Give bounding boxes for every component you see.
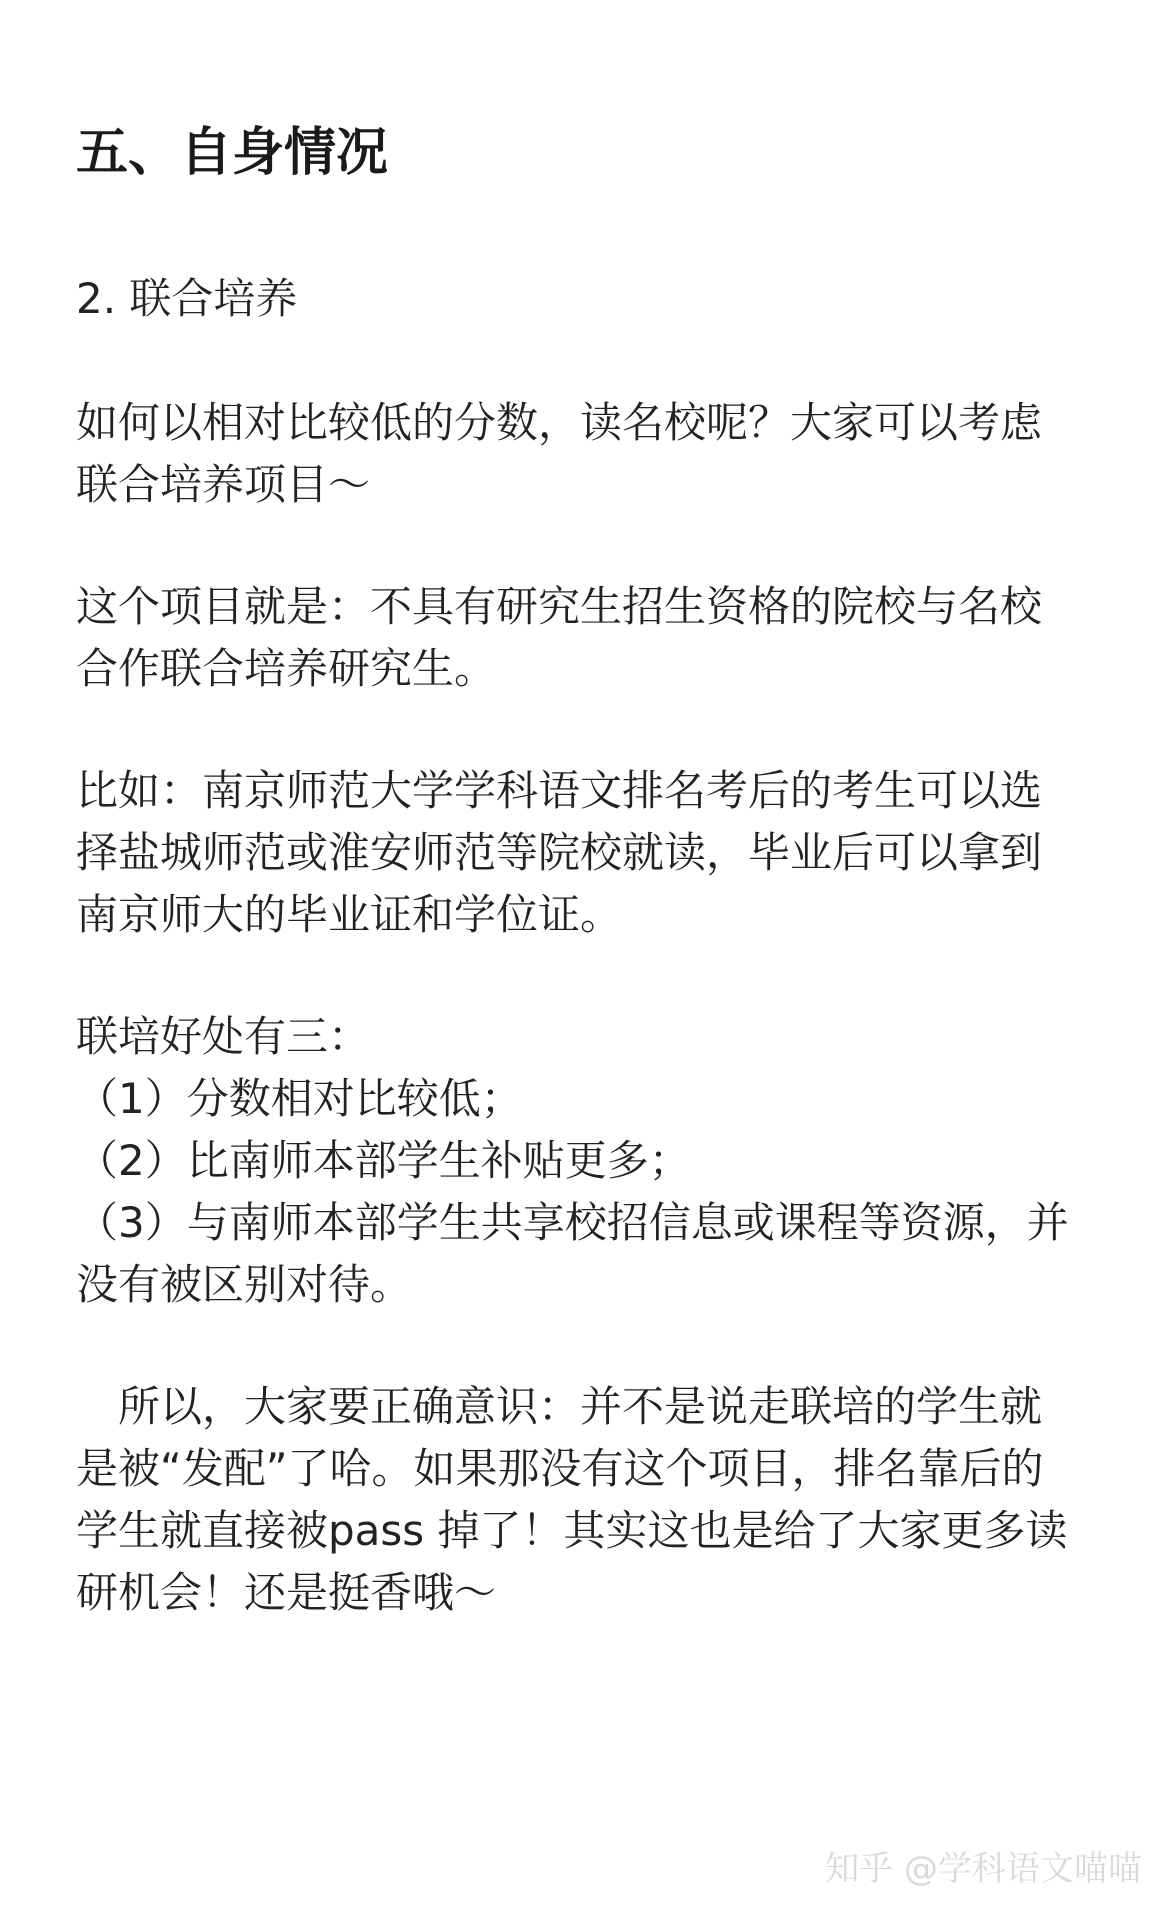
paragraph-line: 这个项目就是：不具有研究生招生资格的院校与名校	[76, 582, 1043, 631]
subheading: 2. 联合培养	[76, 274, 298, 323]
paragraph-line: 是被“发配”了哈。如果那没有这个项目，排名靠后的	[76, 1444, 1044, 1493]
watermark: 知乎 @学科语文喵喵	[825, 1849, 1142, 1889]
list-intro: 联培好处有三：	[76, 1012, 371, 1061]
section-heading: 五、自身情况	[76, 123, 389, 183]
paragraph-line: 合作联合培养研究生。	[76, 644, 497, 693]
list-item: （3）与南师本部学生共享校招信息或课程等资源，并	[76, 1198, 1069, 1247]
list-item: 没有被区别对待。	[76, 1260, 413, 1309]
list-item: （2）比南师本部学生补贴更多；	[76, 1136, 691, 1185]
paragraph-line: 所以，大家要正确意识：并不是说走联培的学生就	[76, 1382, 1043, 1431]
paragraph-line: 研机会！还是挺香哦～	[76, 1568, 497, 1617]
paragraph-line: 联合培养项目～	[76, 460, 371, 509]
paragraph-line: 学生就直接被pass 掉了！其实这也是给了大家更多读	[76, 1506, 1068, 1555]
paragraph-line: 南京师大的毕业证和学位证。	[76, 890, 623, 939]
paragraph-line: 择盐城师范或淮安师范等院校就读，毕业后可以拿到	[76, 828, 1043, 877]
paragraph-line: 如何以相对比较低的分数，读名校呢？大家可以考虑	[76, 398, 1043, 447]
list-item: （1）分数相对比较低；	[76, 1074, 523, 1123]
paragraph-line: 比如：南京师范大学学科语文排名考后的考生可以选	[76, 766, 1043, 815]
